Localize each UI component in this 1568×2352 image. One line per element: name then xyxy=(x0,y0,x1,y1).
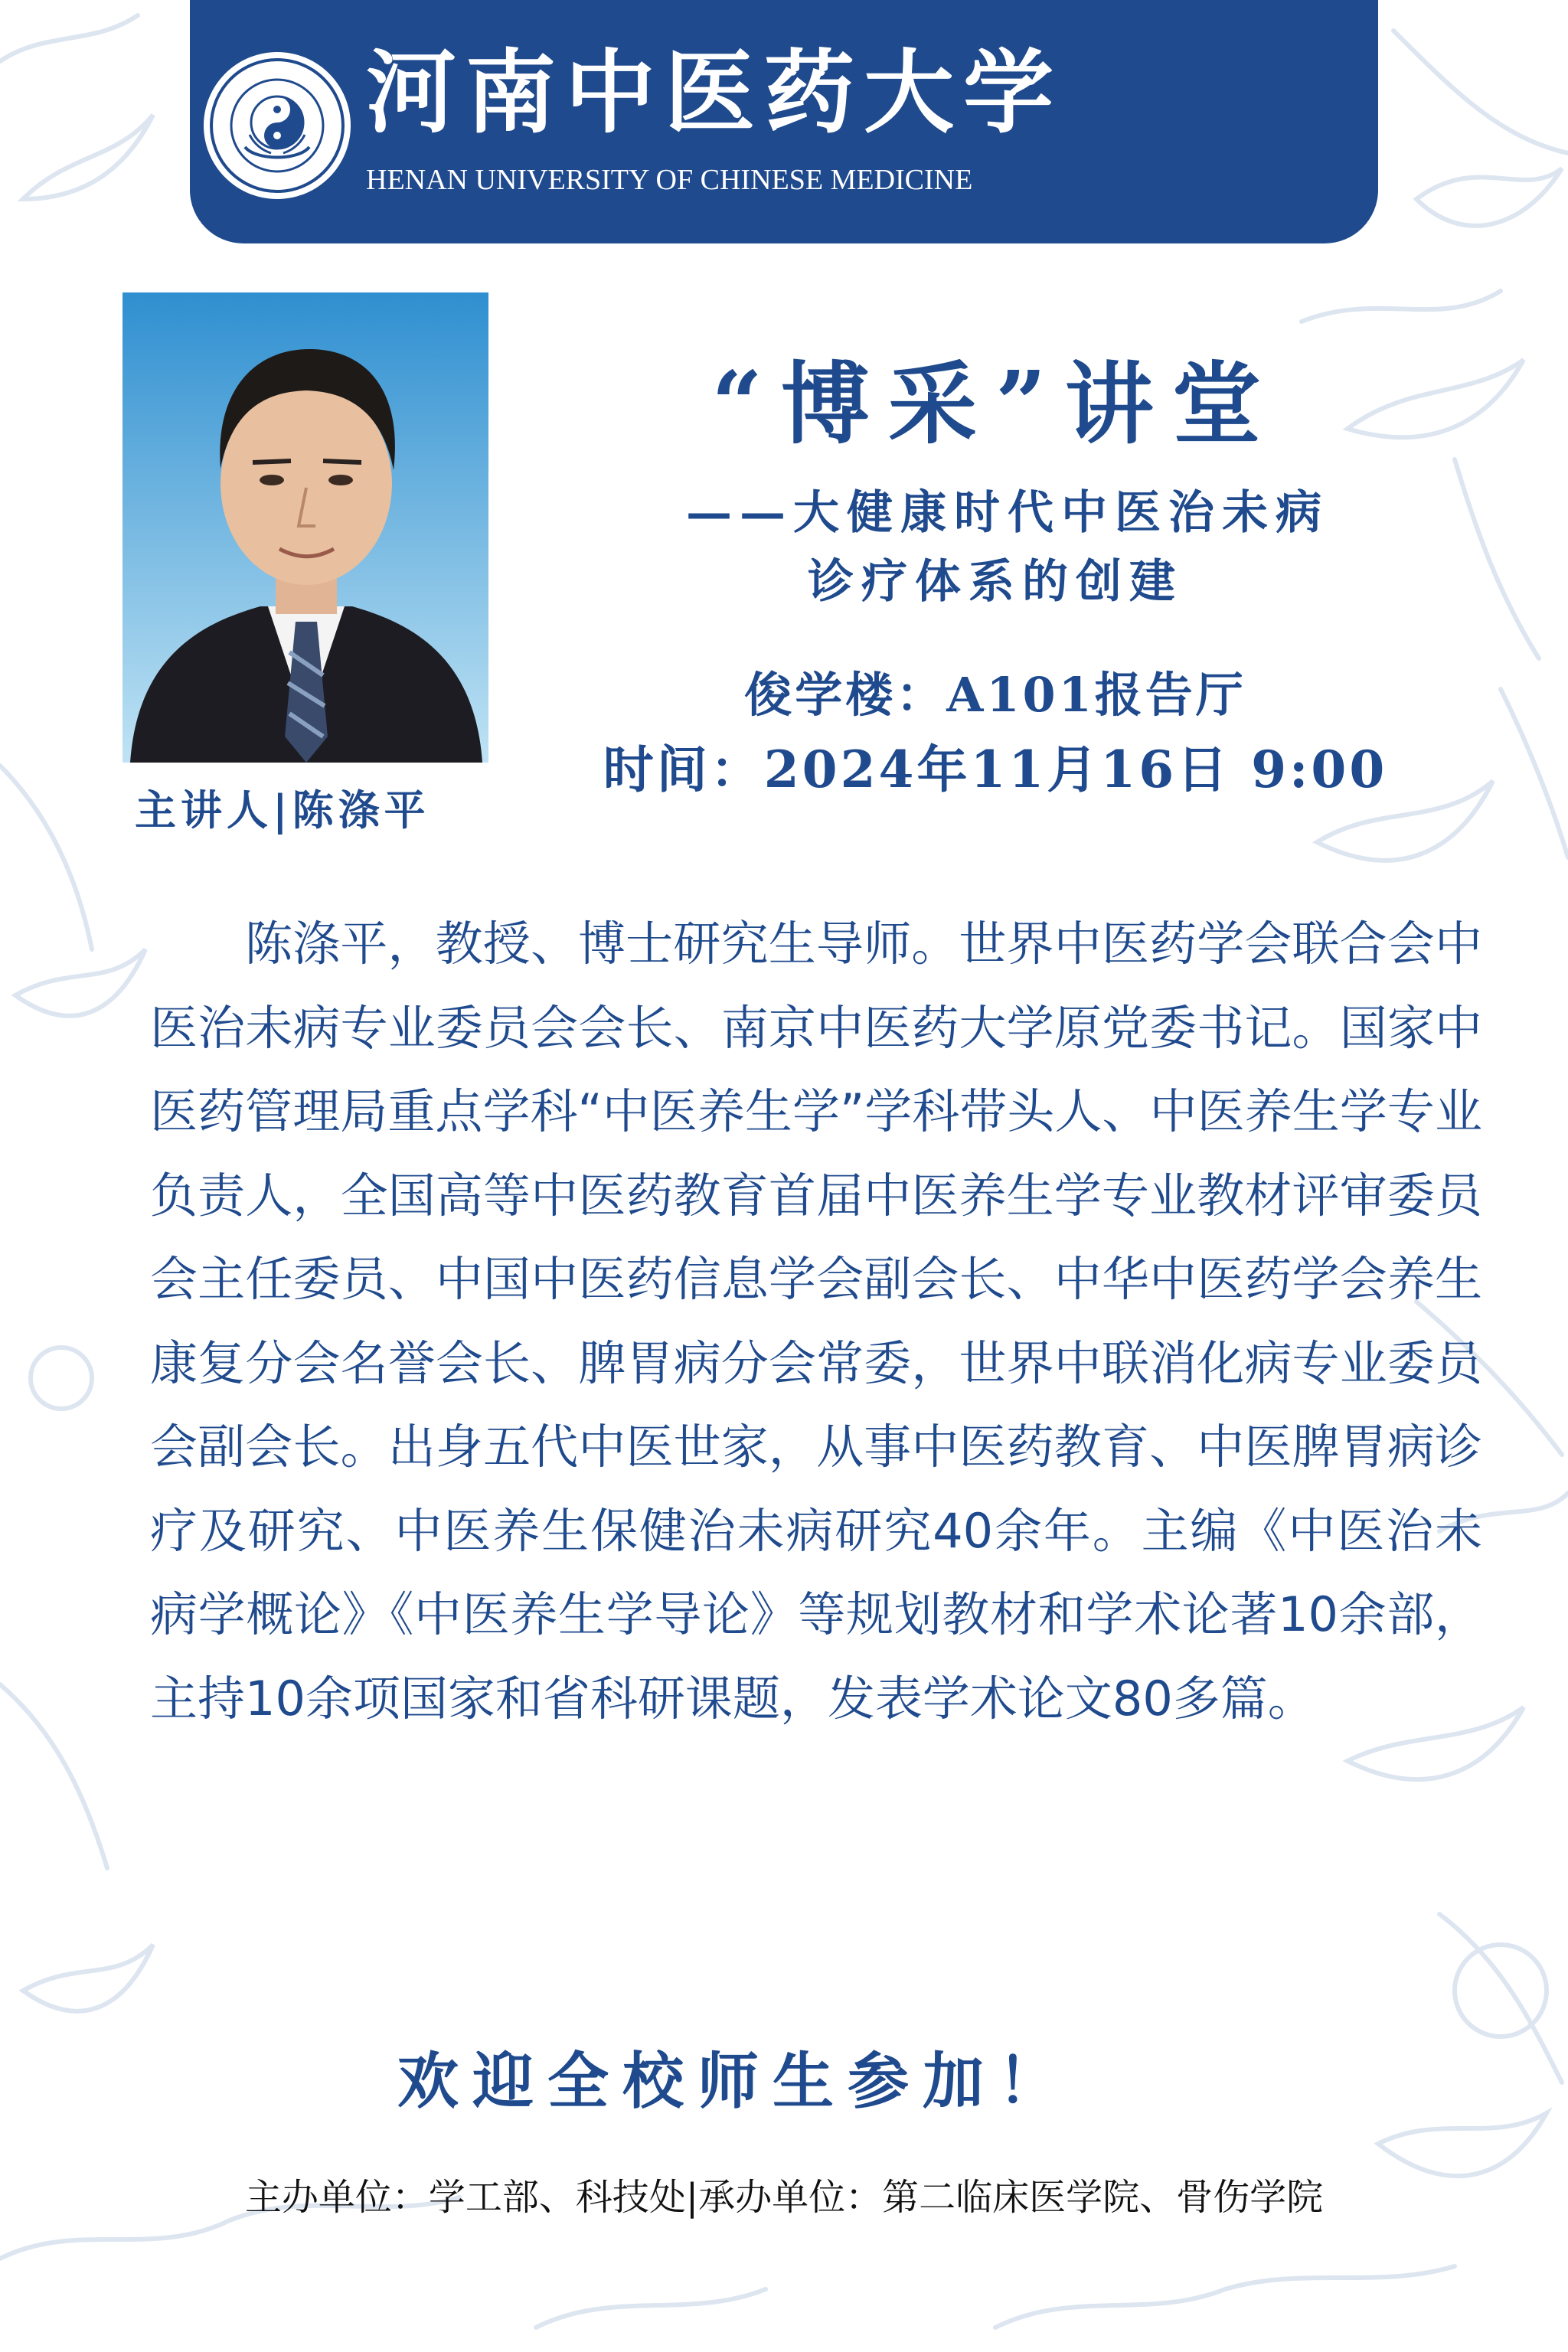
speaker-bio-text: 陈涤平，教授、博士研究生导师。世界中医药学会联合会中医治未病专业委员会会长、南京中医药大学原党委书记。国家中医药管理局重点学科“中医养生学”学科带头人、中医养生学专业负责人，全国高等中医药教育首届中医养生学专业教材评审委员会主任委员、中国中医药信息学会副会长、中华中医药学会养生康复分会名誉会长、脾胃病分会常委，世界中联消化病专业委员会副会长。出身五代中医世家，从事中医药教育、中医脾胃病诊疗及研究、中医养生保健治未病研究40余年。主编《中医治未病学概论》《中医养生学导论》等规划教材和学术论著10余部，主持10余项国家和省科研课题，发表学术论文80多篇。 xyxy=(150,916,1482,1726)
lecture-location: 俊学楼：A101报告厅 xyxy=(744,667,1246,723)
taiji-emblem-icon xyxy=(201,49,354,202)
speaker-label: 主讲人|陈涤平 xyxy=(135,786,430,835)
speaker-bio xyxy=(150,902,1482,1740)
lecture-subtitle-line2: 诊疗体系的创建 xyxy=(808,555,1183,609)
lecture-time: 时间：2024年11月16日 9:00 xyxy=(603,740,1388,799)
lecture-title: “博采”讲堂 xyxy=(711,352,1279,456)
university-name-cn: 河南中医药大学 xyxy=(366,39,1063,145)
university-name-en: HENAN UNIVERSITY OF CHINESE MEDICINE xyxy=(366,164,973,196)
organizer-footer: 主办单位：学工部、科技处|承办单位：第二临床医学院、骨伤学院 xyxy=(244,2176,1324,2219)
speaker-photo xyxy=(122,292,488,763)
welcome-message: 欢迎全校师生参加！ xyxy=(397,2045,1073,2117)
lecture-subtitle-line1: ——大健康时代中医治未病 xyxy=(686,486,1329,540)
